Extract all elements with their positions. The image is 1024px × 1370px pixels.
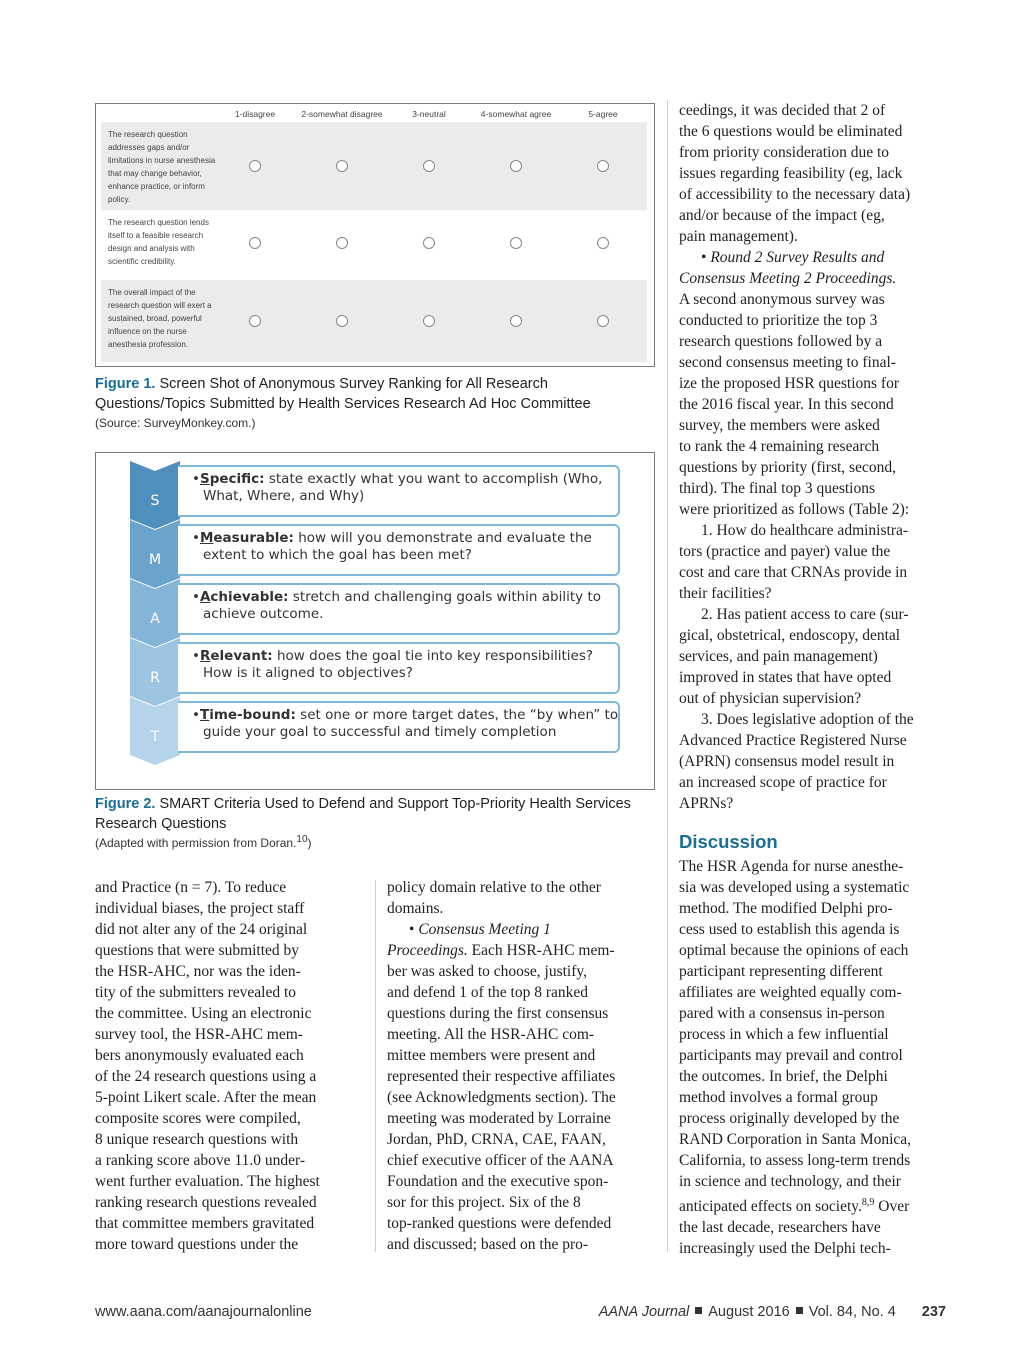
scale-label: 4-somewhat agree xyxy=(480,109,552,119)
smart-letter: M xyxy=(148,552,162,568)
paragraph: and Practice (n = 7). To reduce individual biases, the project staff did not alter any of the 24 original questions that were submitted by the HSR-AHC, nor was the iden- tity of the submitters revealed to the committee. Using an electronic survey tool, the HSR-AHC mem- bers anonymously evaluated each of the 24 research questions using a 5-point Likert scale. After the mean composite scores were compiled, 8 unique research questions with a ranking score above 11.0 under- went further evaluation. The highest ranking research questions revealed that committee members gravitated more toward questions under the xyxy=(95,879,320,1253)
smart-item: •Relevant: how does the goal tie into key responsibilities? How is it aligned to objectives? xyxy=(192,648,594,681)
paragraph: • Round 2 Survey Results and Consensus Meeting 2 Proceedings. A second anonymous survey was conducted to prioritize the top 3 research questions followed by a second consensus meeting to final- ize the proposed HSR questions for the 2016 fiscal year. In this second survey, the members were asked to rank the 4 remaining research questions by priority (first, second, third). The final top 3 questions were prioritized as follows (Table 2): xyxy=(679,249,910,518)
subheading: Round 2 Survey Results and Consensus Meeting 2 Proceedings. xyxy=(679,249,897,287)
survey-question: The research question lends itself to a feasible research design and analysis with scientific credibility. xyxy=(108,218,209,266)
list-item: 1. How do healthcare administra- tors (practice and payer) value the cost and care that CRNAs provide in their facilities? xyxy=(679,522,909,602)
radio-button[interactable] xyxy=(423,237,435,249)
smart-figure xyxy=(95,452,655,790)
smart-item: •Time-bound: set one or more target dates, the “by when” to guide your goal to successful and timely completion xyxy=(192,707,619,740)
scale-label: 1-disagree xyxy=(234,109,276,119)
list-item: 2. Has patient access to care (sur- gical, obstetrical, endoscopy, dental services, and pain management) improved in states that have opted out of physician supervision? xyxy=(679,606,909,707)
page-number: 237 xyxy=(921,1304,946,1320)
figure2-source: (Adapted with permission from Doran.$^{10}$) xyxy=(95,834,312,850)
footer-citation: AANA Journal August 2016 Vol. 84, No. 4 237 xyxy=(598,1304,946,1320)
radio-button[interactable] xyxy=(423,160,435,172)
smart-letter: S xyxy=(150,493,160,509)
scale-label: 5-agree xyxy=(588,109,618,119)
section-heading: Discussion xyxy=(679,831,778,852)
body-column-right xyxy=(679,100,954,814)
subheading: Consensus Meeting 1 Proceedings. xyxy=(387,921,551,959)
paragraph: • Consensus Meeting 1 Proceedings. Each HSR-AHC mem- ber was asked to choose, justify, and defend 1 of the top 8 ranked questions during the first consensus meeting. All the HSR-AHC com- mittee members were present and represented their respective affiliates (see Acknowledgments section). The meeting was moderated by Lorraine Jordan, PhD, CRNA, CAE, FAAN, chief executive officer of the AANA Foundation and the executive spon- sor for this project. Six of the 8 top-ranked questions were defended and discussed; based on the pro- xyxy=(387,921,616,1253)
survey-question-row xyxy=(101,122,647,210)
scale-label: 3-neutral xyxy=(412,109,446,119)
radio-button[interactable] xyxy=(510,160,522,172)
caption-text: Screen Shot of Anonymous Survey Ranking for All Research Questions/Topics Submitted by Health Services Research Ad Hoc Committee xyxy=(95,376,591,412)
radio-button[interactable] xyxy=(336,160,348,172)
radio-button[interactable] xyxy=(249,160,261,172)
survey-question: The research question addresses gaps and/or limitations in nurse anesthesia that may change behavior, enhance practice, or inform policy. xyxy=(108,130,216,204)
discussion-body xyxy=(679,856,954,1259)
figure1-source: (Source: SurveyMonkey.com.) xyxy=(95,416,256,430)
survey-question-row xyxy=(101,210,647,280)
body-column-left xyxy=(95,877,370,1255)
smart-item: •Measurable: how will you demonstrate and evaluate the extent to which the goal has been met? xyxy=(192,530,592,563)
column-divider xyxy=(667,100,668,1252)
smart-item: •Specific: state exactly what you want to accomplish (Who, What, Where, and Why) xyxy=(192,471,603,504)
radio-button[interactable] xyxy=(423,315,435,327)
list-item: 3. Does legislative adoption of the Advanced Practice Registered Nurse (APRN) consensus model result in an increased scope of practice for APRNs? xyxy=(679,711,914,812)
survey-question: The overall impact of the research question will exert a sustained, broad, powerful influence on the nurse anesthesia profession. xyxy=(108,288,212,349)
body-column-middle xyxy=(387,877,662,1255)
figure-label: Figure 1. xyxy=(95,376,156,392)
smart-item: •Achievable: stretch and challenging goals within ability to achieve outcome. xyxy=(192,589,602,622)
radio-button[interactable] xyxy=(597,237,609,249)
radio-button[interactable] xyxy=(510,315,522,327)
radio-button[interactable] xyxy=(510,237,522,249)
survey-figure xyxy=(95,103,655,367)
column-divider xyxy=(375,880,376,1252)
smart-letter: A xyxy=(150,611,160,627)
figure1-caption xyxy=(95,374,660,414)
paragraph: ceedings, it was decided that 2 of the 6 questions would be eliminated from priority consideration due to issues regarding feasibility (eg, lack of accessibility to the necessary data) and/or because of the impact (eg, pain management). xyxy=(679,102,911,245)
radio-button[interactable] xyxy=(336,315,348,327)
likert-scale-header xyxy=(96,109,654,123)
paragraph: The HSR Agenda for nurse anesthe- sia was developed using a systematic method. The modified Delphi pro- cess used to establish this agenda is optimal because the opinions of each participant representing different affiliates are weighted equally com- pared with a consensus in-person process in which a few influential participants may prevail and control the outcomes. In brief, the Delphi method involves a formal group process originally developed by the RAND Corporation in Santa Monica, California, to assess long-term trends in science and technology, and their anticipated effects on society.$^{8,9}$ Over the last decade, researchers have increasingly used the Delphi tech- xyxy=(679,858,912,1258)
caption-text: SMART Criteria Used to Defend and Support Top-Priority Health Services Research Questions xyxy=(95,796,631,832)
radio-button[interactable] xyxy=(336,237,348,249)
radio-button[interactable] xyxy=(597,160,609,172)
figure-label: Figure 2. xyxy=(95,796,156,812)
radio-button[interactable] xyxy=(249,237,261,249)
footer-url[interactable]: www.aana.com/aanajournalonline xyxy=(95,1304,312,1320)
smart-letter: R xyxy=(150,670,160,686)
scale-label: 2-somewhat disagree xyxy=(301,109,383,119)
figure2-caption xyxy=(95,794,660,834)
radio-button[interactable] xyxy=(597,315,609,327)
smart-letter: T xyxy=(150,729,160,745)
paragraph: policy domain relative to the other domains. xyxy=(387,879,601,917)
survey-question-row xyxy=(101,280,647,362)
radio-button[interactable] xyxy=(249,315,261,327)
